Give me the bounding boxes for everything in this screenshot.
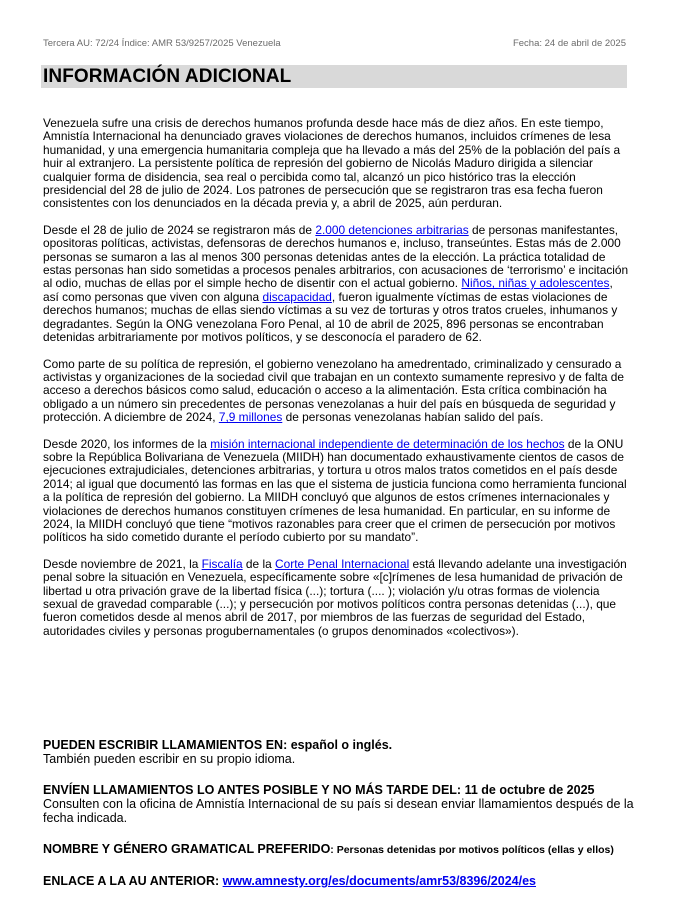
text-span: de la ONU sobre la República Bolivariana de Venezuela (MIIDH) han documentado exhaustivamente cientos de casos de ejecuciones extrajudiciales, detenciones arbitrarias, y tortura u otros malos tratos cometidos en el país desde 2014; al igual que documentó las formas en las que el sistema de justicia funciona como herramienta funcional a la política de represión del gobierno. La MIIDH concluyó que algunos de estos crímenes internacionales y violaciones de derechos humanos constituyen crímenes de lesa humanidad. En particular, en su informe de 2024, la MIIDH concluyó que tiene “motivos razonables para creer que el crimen de persecución por motivos políticos ha sido cometido durante el período cubierto por su mandato”.: [43, 436, 627, 545]
languages-note: También pueden escribir en su propio idioma.: [43, 752, 296, 766]
text-span: de personas venezolanas habían salido del país.: [282, 410, 544, 425]
paragraph-1: Venezuela sufre una crisis de derechos humanos profunda desde hace más de diez años. En este tiempo, Amnistía Internacional ha denunciado graves violaciones de derechos humanos, incluidos crímenes de lesa humanidad, y una emergencia humanitaria compleja que ha llevado a más del 25% de la población del país a huir al extranjero. La persistente política de represión del gobierno de Nicolás Maduro dirigida a silenciar cualquier forma de disidencia, sea real o percibida como tal, alcanzó un pico histórico tras la elección presidencial del 28 de julio de 2024. Los patrones de persecución que se registraron tras esa fecha fueron consistentes con los denunciados en la década previa y, a abril de 2025, aún perduran.: [43, 116, 621, 211]
text-span: Como parte de su política de represión, el gobierno venezolano ha amedrentado, criminalizado y censurado a activistas y organizaciones de la sociedad civil que trabajan en un contexto sumamente represivo y de falta de acceso a derechos básicos como salud, educación o acceso a la alimentación. Esta crítica combinación ha obligado a un número sin precedentes de personas venezolanas a huir del país en búsqueda de seguridad y protección. A diciembre de 2024,: [43, 356, 624, 425]
name-gender-value: : Personas detenidas por motivos políticos (ellas y ellos): [330, 844, 614, 856]
deadline-note: Consulten con la oficina de Amnistía Internacional de su país si desean enviar llamamientos después de la fecha indicada.: [43, 797, 634, 825]
paragraph-5: [43, 558, 631, 638]
link-corte-penal[interactable]: Corte Penal Internacional: [275, 556, 410, 571]
body-text: [43, 117, 631, 651]
link-millones[interactable]: 7,9 millones: [218, 410, 283, 425]
link-detenciones-arbitrarias[interactable]: 2.000 detenciones arbitrarias: [315, 222, 469, 237]
text-span: Desde el 28 de julio de 2024 se registraron más de: [43, 222, 316, 237]
paragraph-2: [43, 224, 631, 345]
deadline-label: ENVÍEN LLAMAMIENTOS LO ANTES POSIBLE Y NO MÁS TARDE DEL:: [43, 783, 462, 797]
previous-ua-link[interactable]: www.amnesty.org/es/documents/amr53/8396/2024/es: [222, 874, 536, 888]
text-span: de personas manifestantes, opositoras políticas, activistas, defensoras de derechos humanos e, incluso, transeúntes. Estas más de 2.000 personas se sumaron a las al menos 300 personas detenidas antes de la elección. La práctica totalidad de estas personas han sido sometidas a procesos penales arbitrarios, con acusaciones de ‘terrorismo’ e incitación al odio, muchas de ellas por el simple hecho de disentir con el actual gobierno.: [43, 222, 629, 291]
section-title: INFORMACIÓN ADICIONAL: [43, 66, 292, 87]
text-span: Desde 2020, los informes de la: [43, 436, 211, 451]
name-gender-label: NOMBRE Y GÉNERO GRAMATICAL PREFERIDO: [43, 842, 331, 856]
section-title-bar: [41, 65, 627, 88]
link-discapacidad[interactable]: discapacidad: [262, 289, 332, 304]
document-reference: Tercera AU: 72/24 Índice: AMR 53/9257/2025 Venezuela: [43, 38, 281, 49]
link-mision-internacional[interactable]: misión internacional independiente de determinación de los hechos: [210, 436, 565, 451]
text-span: , así como personas que viven con alguna: [43, 276, 613, 304]
languages-label: PUEDEN ESCRIBIR LLAMAMIENTOS EN:: [43, 738, 288, 752]
languages-block: [43, 738, 643, 766]
deadline-value: 11 de octubre de 2025: [461, 783, 595, 797]
previous-ua-label: ENLACE A LA AU ANTERIOR:: [43, 874, 220, 888]
previous-ua-block: [43, 874, 643, 888]
deadline-block: [43, 783, 643, 825]
text-span: , fueron igualmente víctimas de estas violaciones de derechos humanos; muchas de ellas siendo víctimas a su vez de torturas y otros tratos crueles, inhumanos y degradantes. Según la ONG venezolana Foro Penal, al 10 de abril de 2025, 896 personas se encontraban detenidas arbitrariamente por motivos políticos, y se desconocía el paradero de 62.: [43, 289, 618, 345]
name-gender-block: [43, 842, 643, 857]
text-span: de la: [242, 556, 276, 571]
document-date: Fecha: 24 de abril de 2025: [512, 38, 626, 49]
text-span: Desde noviembre de 2021, la: [43, 556, 202, 571]
link-fiscalia[interactable]: Fiscalía: [201, 556, 243, 571]
appeal-info: [43, 738, 643, 905]
link-ninos-ninas[interactable]: Niños, niñas y adolescentes: [461, 276, 610, 291]
paragraph-3: [43, 358, 631, 425]
paragraph-4: [43, 438, 631, 545]
languages-value: español o inglés.: [287, 738, 393, 752]
text-span: está llevando adelante una investigación penal sobre la situación en Venezuela, específicamente sobre «[c]rímenes de lesa humanidad de privación de libertad u otra privación grave de la libertad física (...); tortura (.... ); violación y/u otras formas de violencia sexual de gravedad comparable (...); y persecución por motivos políticos contra personas detenidas (...), que fueron cometidos desde al menos abril de 2017, por miembros de las fuerzas de seguridad del Estado, autoridades civiles y personas progubernamentales (o grupos denominados «colectivos»).: [43, 556, 627, 638]
